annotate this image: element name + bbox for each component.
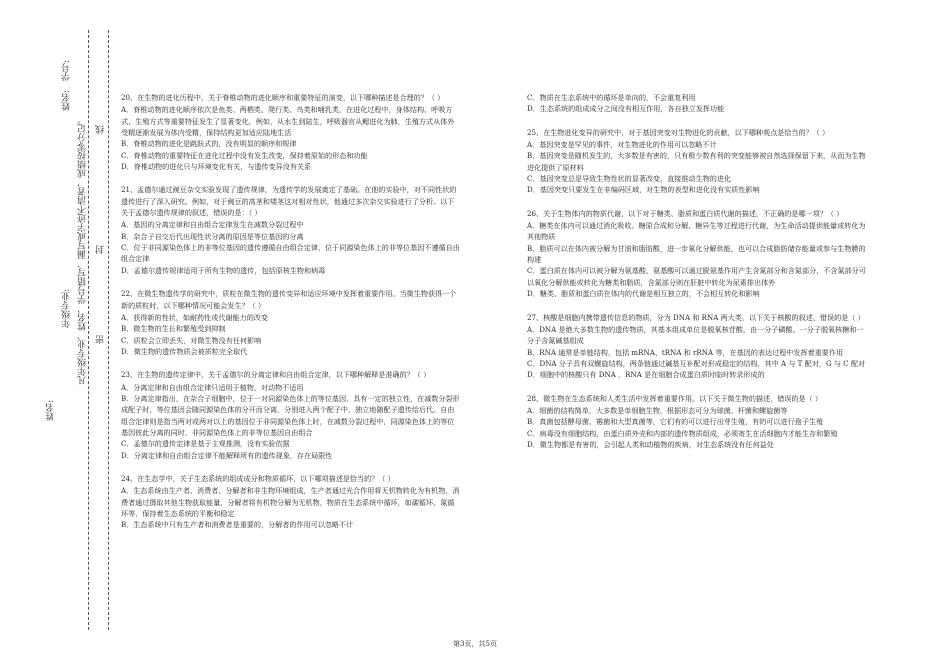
option-b: B．生态系统中只有生产者和消费者是重要的，分解者的作用可以忽略不计 [121,520,354,530]
seal-dash-line-left [88,30,89,630]
question-stem: 24、在生态学中，关于生态系统的组成成分和物质循环，以下哪项描述是恰当的？（ ） [121,473,395,483]
option-a: A．DNA 是绝大多数生物的遗传物质，其基本组成单位是脱氧核苷酸，由一分子磷酸、一分子脱氧核糖和一分子含氮碱基组成 [527,324,864,346]
option-a: A．脊椎动物的进化顺序依次是鱼类、两栖类、爬行类、鸟类和哺乳类，在进化过程中，身体结构、呼吸方式、生殖方式等重要特征发生了显著变化，例如，从水生到陆生，呼吸器官从鳃进化为肺，生殖方式从体外受精逐渐发展为体内受精，保持结构更加适应陆地生活 [121,105,455,138]
right-column [527,92,867,462]
question-21 [121,184,461,276]
option-d: D．脊椎动物的进化只与环境变化有关，与遗传变异没有关系 [121,162,312,172]
option-b: B．基因突变是随机发生的，大多数是有害的，只有极少数有利的突变能够被自然选择保留下来，从而为生物进化提供了原材料 [527,151,866,172]
option-b: B．真菌包括酵母菌、霉菌和大型真菌等，它们有的可以进行出芽生殖，有的可以进行孢子生殖 [527,417,824,427]
option-c: C．脊椎动物的重要特征在进化过程中没有发生改变，保持着原始的形态和功能 [121,150,368,160]
question-28 [527,393,867,451]
question-stem: 20、在生物的进化历程中，关于脊椎动物的进化顺序和重要特征的演变，以下哪种描述是合理的？（ ） [121,93,445,102]
question-20 [121,92,461,172]
class-label: 年级专业: [62,288,72,328]
seal-word-mi: 密 [96,335,106,344]
option-d: D．生态系统的组成成分之间没有相互作用，各自独立发挥功能 [527,104,725,114]
option-c: C．蛋白质在体内可以被分解为氨基酸，氨基酸可以通过脱氨基作用产生含氮部分和含氮部分，不含氮部分可以氧化分解供能或转化为糖类和脂质，含氮部分则在肝脏中转化为尿素排出体外 [527,266,866,287]
seal-dash-line-right [108,30,109,630]
option-b: B．RNA 通常是单链结构，包括 mRNA、tRNA 和 rRNA 等，在基因的表达过程中发挥着重要作用 [527,347,844,357]
option-a: A．生态系统由生产者、消费者、分解者和非生物环境组成，生产者通过光合作用将无机物转化为有机物，消费者通过摄取其他生物获取能量，分解者将有机物分解为无机物，物质在生态系统中循环，如碳循环、氮循环等，保持着生态系统的平衡和稳定 [121,486,460,518]
option-b: B．微生物的生长和繁殖受到抑制 [121,324,226,334]
option-d: D．细胞中的核酸只有 DNA ，RNA 是在细胞合成蛋白质时临时转录形成的 [527,370,765,380]
option-c: C．质粒会立即丢失，对微生物没有任何影响 [121,335,262,345]
question-stem: 26、关于生物体内的物质代谢，以下对于糖类、脂质和蛋白质代谢的描述，不正确的是哪一项？（ ） [527,208,844,218]
question-24-continued [527,92,867,115]
option-a: A．基因突变是罕见的事件，对生物进化的作用可以忽略不计 [527,140,717,150]
option-a: A．分离定律和自由组合定律只适用于植物，对动物不适用 [121,382,304,392]
page-number: 第3页，共5页 [453,640,497,648]
option-a: A．细菌的结构简单，大多数是单细胞生物，根据形态可分为球菌、杆菌和螺旋菌等 [527,405,788,415]
option-d: D．糖类、脂质和蛋白质在体内的代谢是相互独立的，不会相互转化和影响 [527,289,760,299]
left-column [121,92,461,543]
name-label: 姓名: [62,90,72,112]
student-id-label: 学号: [62,60,72,82]
option-d: D．孟德尔遗传规律适用于所有生物的遗传，包括原核生物和病毒 [121,265,326,275]
option-c: C．位于非同源染色体上的非等位基因的遗传遵循自由组合定律，位于同源染色体上的非等位基因不遵循自由组合定律 [121,243,460,264]
question-25 [527,127,867,196]
question-22 [121,288,461,357]
binding-margin [0,0,118,672]
option-d: D．分离定律和自由组合定律不能解释所有的遗传现象，存在局限性 [121,450,333,460]
question-stem: 23、在生物的遗传定律中，关于孟德尔的分离定律和自由组合定律，以下哪种解释是准确的？（ ） [121,370,431,380]
question-23 [121,369,461,461]
question-stem: 22、在微生物遗传学的研究中，质粒在微生物的遗传变异和适应环境中发挥着重要作用。当微生物获得一个新的质粒时，以下哪种情况可能会发生？（ ） [121,289,457,310]
option-a: A．糖类在体内可以通过消化吸收、糖原合成和分解、糖异生等过程进行代谢，为生命活动提供能量或转化为其他物质 [527,221,866,242]
option-b: B．分离定律指出，在杂合子细胞中，位于一对同源染色体上的等位基因，具有一定的独立性，在减数分裂形成配子时，等位基因会随同源染色体的分开而分离，分别进入两个配子中，独立地随配子遗传给后代。自由组合定律则是指当两对或两对以上的基因位于非同源染色体上时，在减数分裂过程中，同源染色体上的等位基因彼此分离的同时，非同源染色体上的非等位基因自由组合 [121,393,460,437]
question-stem: 27、核酸是细胞内携带遗传信息的物质，分为 DNA 和 RNA 两大类，以下关于核酸的叙述，错误的是（ ） [527,312,865,322]
option-d: D．微生物都是有害的，会引起人类和动植物的疾病，对生态系统没有任何益处 [527,439,774,449]
seal-word-feng: 封 [96,245,106,254]
option-c: C．DNA 分子具有双螺旋结构，两条链通过碱基互补配对形成稳定的结构，其中 A 与 T 配对，G 与 C 配对 [527,358,866,368]
option-d: D．基因突变只要发生在非编码区域，对生物的表型和进化没有实质性影响 [527,185,760,195]
option-b: B．脊椎动物的进化是跳跃式的，没有明显的顺序和规律 [121,139,297,149]
question-stem: 25、在生物进化变异的研究中，对于基因突变对生物进化的贡献，以下哪种观点是恰当的？（ ） [527,127,830,137]
question-stem: 28、微生物在生态系统和人类生活中发挥着重要作用。以下关于微生物的描述，错误的是（ ） [527,393,823,403]
option-a: A．基因的分离定律和自由组合定律发生在减数分裂过程中 [121,220,304,230]
question-24 [121,473,461,531]
option-c: C．物质在生态系统中的循环是单向的，不会重复利用 [527,93,696,102]
question-stem: 21、孟德尔通过豌豆杂交实验发现了遗传规律，为遗传学的发展奠定了基础。在他的实验中，对不同性状的遗传进行了深入研究。例如，对于豌豆的高茎和矮茎这对相对性状，他通过多次杂交实验进行了分析。以下关于孟德尔遗传规律的叙述，错误的是：（ ） [121,185,457,218]
question-26 [527,208,867,300]
option-c: C．基因突变总是导致生物性状的显著改变，直接推动生物的进化 [527,174,732,184]
option-b: B．杂合子自交后代出现性状分离的原因是等位基因的分离 [121,231,304,241]
binding-warning: 凡年级专业、姓名、学号错写、漏写或字迹不清者，成绩按零分记。 [78,115,88,385]
option-a: A．获得新的性状，如耐药性或代谢能力的改变 [121,312,268,322]
question-27 [527,312,867,381]
school-label: 姓名: [46,400,56,422]
option-b: B．脂质可以在体内被分解为甘油和脂肪酸，进一步氧化分解供能，也可以合成脂肪储存能量或参与生物膜的构建 [527,243,866,265]
option-c: C．孟德尔的遗传定律是基于主观推测，没有实验依据 [121,439,290,449]
option-d: D．微生物的遗传物质会被质粒完全取代 [121,346,248,356]
option-c: C．病毒没有细胞结构，由蛋白质外壳和内部的遗传物质组成，必须寄生在活细胞内才能生存和繁殖 [527,428,838,438]
seal-word-xian: 线 [96,125,106,134]
